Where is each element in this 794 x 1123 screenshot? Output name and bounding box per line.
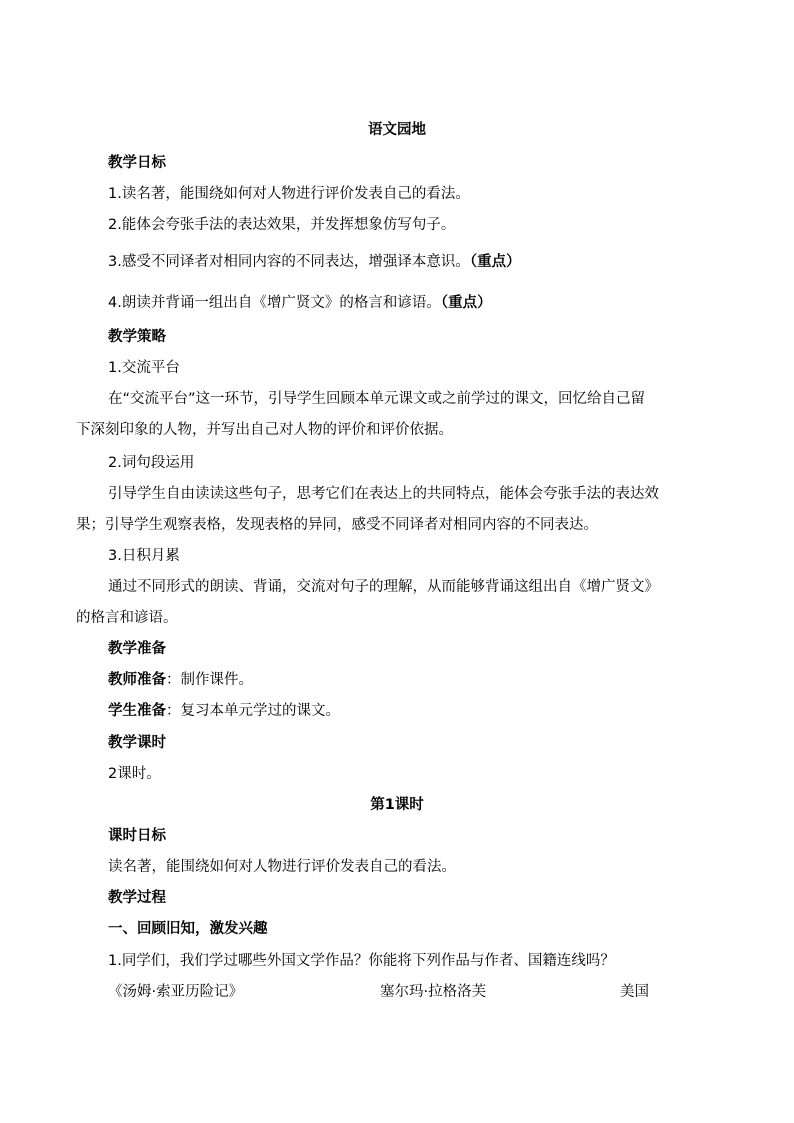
strategy-2-line1: 引导学生自由读读这些句子，思考它们在表达上的共同特点，能体会夸张手法的表达效 [108, 486, 659, 502]
student-prep: 学生准备：复习本单元学过的课文。 [108, 703, 340, 719]
strategy-2-title: 2.词句段运用 [108, 455, 195, 471]
process-heading: 教学过程 [108, 890, 166, 906]
match-author: 塞尔玛·拉格洛芙 [380, 984, 487, 1000]
key-marker: （重点） [469, 254, 521, 270]
objectives-heading: 教学日标 [108, 155, 166, 171]
strategy-1-title: 1.交流平台 [108, 360, 180, 376]
strategy-3-line2: 的格言和谚语。 [76, 610, 178, 626]
strategy-1-line1: 在“交流平台”这一环节，引导学生回顾本单元课文或之前学过的课文，回忆给自己留 [108, 391, 646, 407]
strategy-3-title: 3.日积月累 [108, 548, 180, 564]
key-marker: （重点） [440, 295, 492, 311]
page-title: 语文园地 [368, 122, 426, 138]
strategy-1-line2: 下深刻印象的人物，并写出自己对人物的评价和评价依据。 [76, 422, 453, 438]
match-country: 美国 [620, 984, 649, 1000]
process-step1: 一、回顾旧知，激发兴趣 [108, 921, 268, 937]
strategy-heading: 教学策略 [108, 329, 166, 345]
teacher-prep: 教师准备：制作课件。 [108, 672, 253, 688]
objective-4: 4.朗读并背诵一组出自《增广贤文》的格言和谚语。（重点） [108, 295, 492, 311]
hours-text: 2课时。 [108, 766, 161, 782]
strategy-3-line1: 通过不同形式的朗读、背诵，交流对句子的理解，从而能够背诵这组出自《增广贤文》 [108, 579, 659, 595]
prep-heading: 教学准备 [108, 641, 166, 657]
match-work: 《汤姆·索亚历险记》 [108, 984, 244, 1000]
question-1: 1.同学们，我们学过哪些外国文学作品？你能将下列作品与作者、国籍连线吗？ [108, 953, 615, 969]
lesson1-title: 第1课时 [370, 797, 424, 813]
objective-2: 2.能体会夸张手法的表达效果，并发挥想象仿写句子。 [108, 217, 456, 233]
objective-1: 1.读名著，能围绕如何对人物进行评价发表自己的看法。 [108, 186, 470, 202]
strategy-2-line2: 果；引导学生观察表格，发现表格的异同，感受不同译者对相同内容的不同表达。 [76, 517, 598, 533]
objective-3: 3.感受不同译者对相同内容的不同表达，增强译本意识。（重点） [108, 254, 521, 270]
lesson-goal-heading: 课时日标 [108, 828, 166, 844]
lesson-goal-text: 读名著，能围绕如何对人物进行评价发表自己的看法。 [108, 859, 456, 875]
hours-heading: 教学课时 [108, 735, 166, 751]
